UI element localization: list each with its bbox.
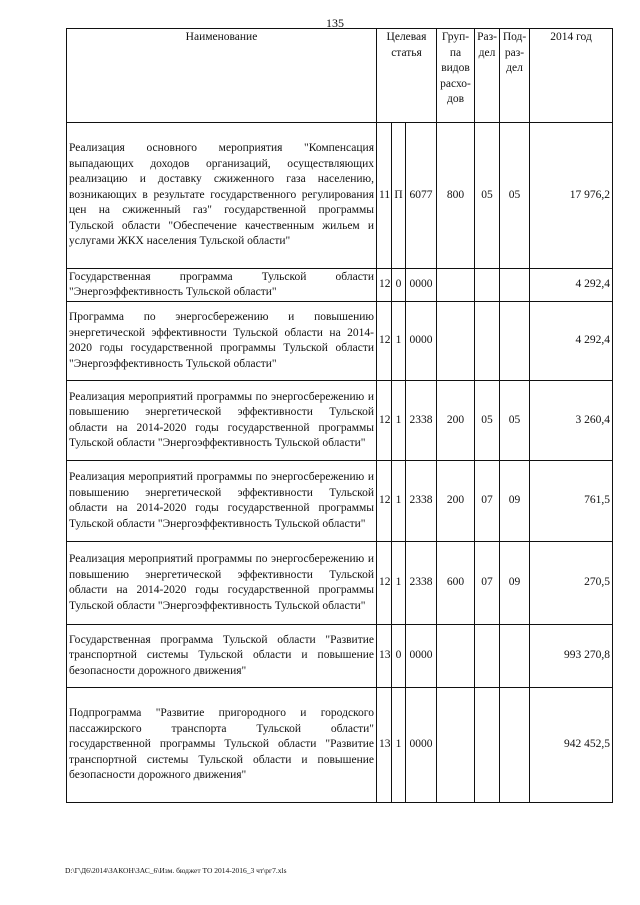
row-amount: 4 292,4 [530, 302, 613, 381]
table-row [67, 123, 613, 269]
row-target-code-3: 0000 [406, 302, 437, 381]
row-amount: 17 976,2 [530, 123, 613, 269]
row-name: Реализация основного мероприятия "Компенсация выпадающих доходов организаций, осуществляющих реализацию и доставку сжиженного газа населению, возникающих в результате государственного регулирования цен на сжиженный газ" государственной программы Тульской области "Обеспечение качественным жильем и услугами ЖКХ населения Тульской области" [67, 123, 377, 269]
row-target-code-2: 1 [392, 461, 406, 542]
row-name: Программа по энергосбережению и повышению энергетической эффективности Тульской области на 2014-2020 годы государственной программы Тульской области "Энергоэффективность Тульской области" [67, 302, 377, 381]
row-amount: 3 260,4 [530, 381, 613, 461]
header-name: Наименование [67, 29, 377, 123]
row-expense-group [437, 688, 475, 803]
row-section: 07 [475, 461, 500, 542]
row-name: Реализация мероприятий программы по энергосбережению и повышению энергетической эффективности Тульской области на 2014-2020 годы государственной программы Тульской области "Энергоэффективность Тульской области" [67, 381, 377, 461]
table-row [67, 461, 613, 542]
table-row [67, 625, 613, 688]
row-name: Подпрограмма "Развитие пригородного и городского пассажирского транспорта Тульской области" государственной программы Тульской области "Развитие транспортной системы Тульской области и повышение безопасности дорожного движения" [67, 688, 377, 803]
row-expense-group [437, 269, 475, 302]
row-target-code-3: 0000 [406, 625, 437, 688]
row-expense-group: 200 [437, 381, 475, 461]
table-header-row [67, 29, 613, 123]
row-expense-group [437, 302, 475, 381]
table-row [67, 381, 613, 461]
table-row [67, 302, 613, 381]
row-target-code-2: 0 [392, 625, 406, 688]
header-expense-group: Груп-па видов расхо-дов [437, 29, 475, 123]
row-name: Государственная программа Тульской области "Энергоэффективность Тульской области" [67, 269, 377, 302]
row-subsection [500, 302, 530, 381]
row-target-code-3: 2338 [406, 542, 437, 625]
row-target-code-2: П [392, 123, 406, 269]
row-section [475, 688, 500, 803]
header-section: Раз-дел [475, 29, 500, 123]
row-expense-group: 600 [437, 542, 475, 625]
row-section [475, 302, 500, 381]
footer-file-path: D:\Г\Д6\2014\ЗАКОН\ЗАС_6\Изм. бюджет ТО 2014-2016_3 чт\рг7.xls [65, 866, 287, 875]
row-subsection: 05 [500, 123, 530, 269]
row-section [475, 625, 500, 688]
row-target-code-3: 2338 [406, 381, 437, 461]
row-amount: 993 270,8 [530, 625, 613, 688]
row-subsection: 09 [500, 542, 530, 625]
budget-table [66, 28, 613, 803]
row-subsection [500, 688, 530, 803]
row-target-code-3: 0000 [406, 688, 437, 803]
row-target-code-1: 12 [377, 302, 392, 381]
header-target-article: Целевая статья [377, 29, 437, 123]
row-target-code-2: 1 [392, 688, 406, 803]
row-amount: 761,5 [530, 461, 613, 542]
row-expense-group: 800 [437, 123, 475, 269]
table-row [67, 688, 613, 803]
row-target-code-1: 12 [377, 542, 392, 625]
page-number: 135 [326, 16, 344, 30]
row-name: Реализация мероприятий программы по энергосбережению и повышению энергетической эффективности Тульской области на 2014-2020 годы государственной программы Тульской области "Энергоэффективность Тульской области" [67, 542, 377, 625]
header-year: 2014 год [530, 29, 613, 123]
row-target-code-1: 12 [377, 269, 392, 302]
row-amount: 270,5 [530, 542, 613, 625]
row-amount: 942 452,5 [530, 688, 613, 803]
row-target-code-1: 11 [377, 123, 392, 269]
row-target-code-1: 13 [377, 625, 392, 688]
row-subsection: 05 [500, 381, 530, 461]
row-target-code-2: 1 [392, 542, 406, 625]
table-row [67, 542, 613, 625]
row-amount: 4 292,4 [530, 269, 613, 302]
row-name: Государственная программа Тульской области "Развитие транспортной системы Тульской области и повышение безопасности дорожного движения" [67, 625, 377, 688]
row-name: Реализация мероприятий программы по энергосбережению и повышению энергетической эффективности Тульской области на 2014-2020 годы государственной программы Тульской области "Энергоэффективность Тульской области" [67, 461, 377, 542]
row-section: 05 [475, 123, 500, 269]
row-target-code-2: 1 [392, 381, 406, 461]
row-target-code-2: 0 [392, 269, 406, 302]
row-section: 05 [475, 381, 500, 461]
row-subsection [500, 625, 530, 688]
row-target-code-3: 0000 [406, 269, 437, 302]
table-row [67, 269, 613, 302]
row-expense-group [437, 625, 475, 688]
row-section: 07 [475, 542, 500, 625]
row-target-code-2: 1 [392, 302, 406, 381]
row-target-code-1: 12 [377, 381, 392, 461]
row-target-code-1: 13 [377, 688, 392, 803]
header-subsection: Под-раз-дел [500, 29, 530, 123]
row-expense-group: 200 [437, 461, 475, 542]
row-section [475, 269, 500, 302]
row-subsection [500, 269, 530, 302]
row-target-code-3: 6077 [406, 123, 437, 269]
row-target-code-3: 2338 [406, 461, 437, 542]
row-subsection: 09 [500, 461, 530, 542]
row-target-code-1: 12 [377, 461, 392, 542]
